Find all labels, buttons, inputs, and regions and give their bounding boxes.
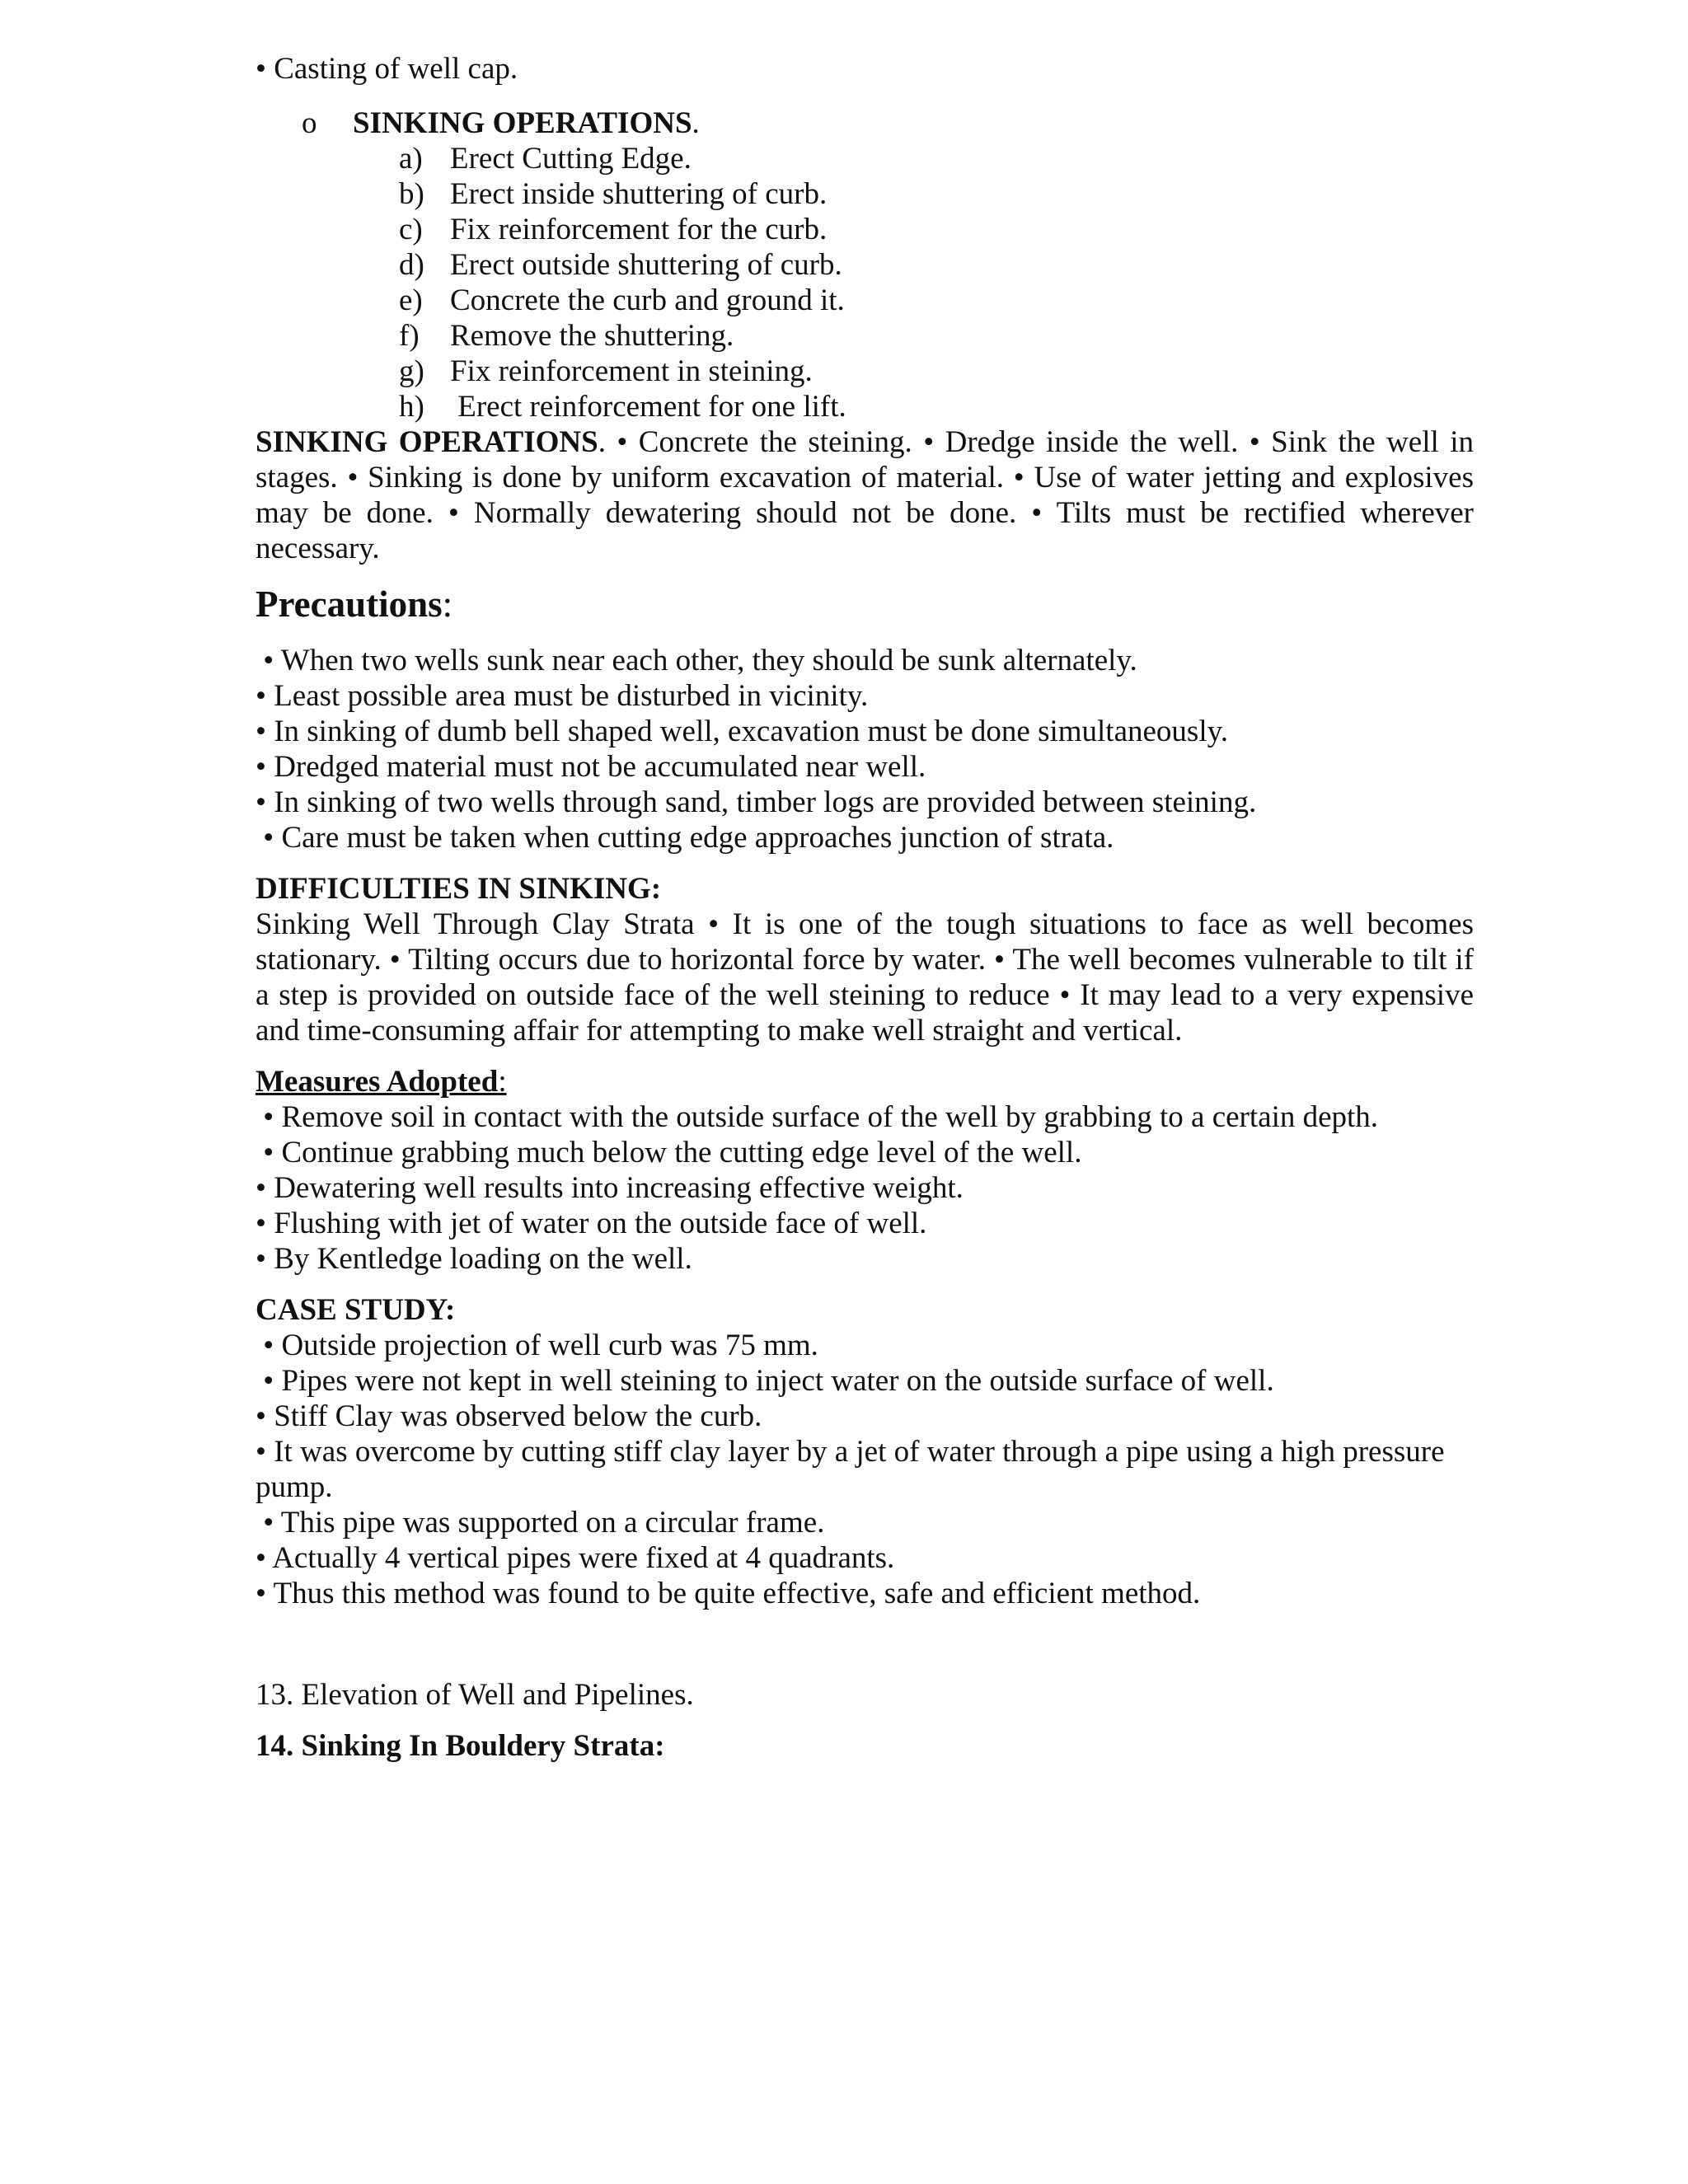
list-item: • It was overcome by cutting stiff clay layer by a jet of water through a pipe using a high pressure pump.	[256, 1435, 1445, 1504]
measures-list	[256, 1099, 1474, 1277]
list-item: • Flushing with jet of water on the outside face of well.	[256, 1207, 927, 1240]
sinking-operations-paragraph	[256, 424, 1474, 566]
list-item: e) Concrete the curb and ground it.	[399, 284, 845, 317]
precautions-list	[256, 643, 1474, 855]
list-item: • Continue grabbing much below the cutting edge level of the well.	[256, 1136, 1082, 1169]
list-item: • Remove soil in contact with the outside surface of the well by grabbing to a certain depth.	[256, 1100, 1379, 1134]
list-item: g) Fix reinforcement in steining.	[399, 354, 813, 388]
figure-caption: 13. Elevation of Well and Pipelines.	[256, 1678, 694, 1712]
subheading-title: SINKING OPERATIONS	[353, 106, 692, 140]
casting-well-cap-bullet: • Casting of well cap.	[256, 52, 518, 86]
case-study-list	[256, 1328, 1474, 1611]
paragraph-text: . • Concrete the steining. • Dredge inside the well. • Sink the well in stages. • Sinking is done by uniform excavation of material. • Use of water jetting and explosives may be done. • Normally dewatering should not be done. • Tilts must be rectified wherever necessary.	[256, 425, 1474, 565]
measures-heading: Measures Adopted:	[256, 1065, 507, 1099]
case-study-heading: CASE STUDY:	[256, 1293, 456, 1327]
subheading-suffix: .	[692, 106, 700, 140]
paragraph-title: SINKING OPERATIONS	[256, 425, 598, 459]
document-body	[256, 51, 1474, 1764]
list-item: f) Remove the shuttering.	[399, 319, 734, 353]
list-item: • Outside projection of well curb was 75 mm.	[256, 1329, 818, 1362]
list-item: a) Erect Cutting Edge.	[399, 142, 692, 176]
list-item: • Care must be taken when cutting edge approaches junction of strata.	[256, 821, 1114, 855]
list-item: • Dredged material must not be accumulated near well.	[256, 750, 926, 784]
difficulties-paragraph: Sinking Well Through Clay Strata • It is one of the tough situations to face as well becomes stationary. • Tilting occurs due to horizontal force by water. • The well becomes vulnerable to tilt if a step is provided on outside face of the well steining to reduce • It may lead to a very expensive and time-consuming affair for attempting to make well straight and vertical.	[256, 907, 1474, 1047]
list-item: • This pipe was supported on a circular frame.	[256, 1506, 825, 1540]
list-item: • By Kentledge loading on the well.	[256, 1242, 692, 1276]
sinking-operations-subheading	[302, 105, 1474, 141]
list-item: • Stiff Clay was observed below the curb.	[256, 1399, 762, 1433]
list-item: d) Erect outside shuttering of curb.	[399, 248, 842, 282]
list-item: b) Erect inside shuttering of curb.	[399, 177, 828, 211]
list-item: • Least possible area must be disturbed in vicinity.	[256, 679, 869, 713]
sinking-steps-list	[399, 141, 1474, 424]
list-marker: o	[302, 106, 317, 140]
section-14-heading: 14. Sinking In Bouldery Strata:	[256, 1729, 665, 1763]
list-item: • In sinking of two wells through sand, timber logs are provided between steining.	[256, 785, 1257, 819]
list-item: • Thus this method was found to be quite effective, safe and efficient method.	[256, 1577, 1201, 1610]
list-item: • Pipes were not kept in well steining to inject water on the outside surface of well.	[256, 1364, 1274, 1398]
list-item: • In sinking of dumb bell shaped well, excavation must be done simultaneously.	[256, 715, 1228, 748]
list-item: • Actually 4 vertical pipes were fixed at 4 quadrants.	[256, 1541, 895, 1575]
list-item: c) Fix reinforcement for the curb.	[399, 213, 828, 246]
list-item: • When two wells sunk near each other, they should be sunk alternately.	[256, 644, 1137, 677]
precautions-heading: Precautions:	[256, 583, 453, 625]
list-item: h) Erect reinforcement for one lift.	[399, 390, 846, 424]
list-item: • Dewatering well results into increasing effective weight.	[256, 1171, 964, 1205]
difficulties-heading: DIFFICULTIES IN SINKING:	[256, 872, 662, 906]
